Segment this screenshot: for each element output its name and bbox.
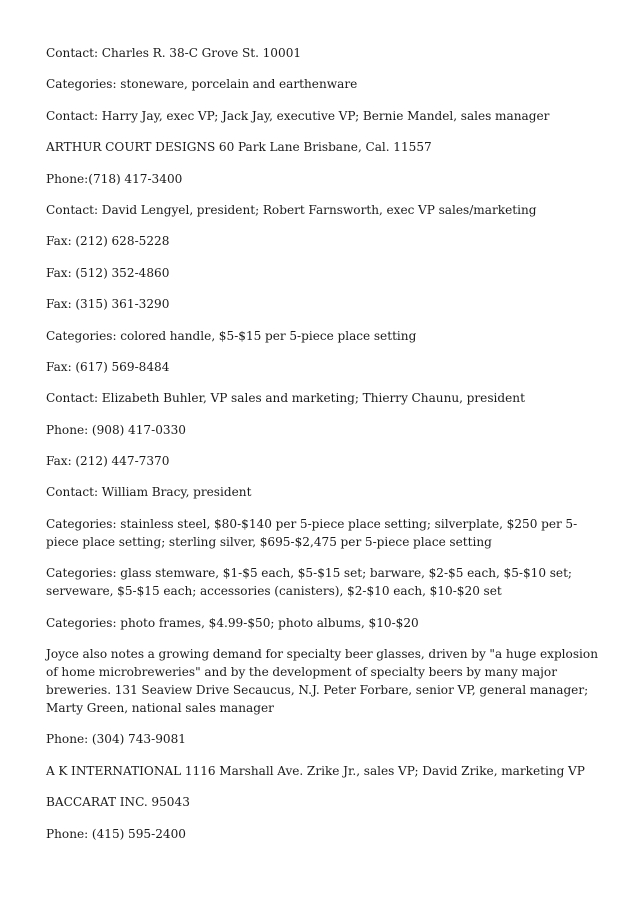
contact-harry-jay: Contact: Harry Jay, exec VP; Jack Jay, executive VP; Bernie Mandel, sales manager xyxy=(46,108,550,123)
contact-william-bracy: Contact: William Bracy, president xyxy=(46,485,252,500)
categories-colored-handle: Categories: colored handle, $5-$15 per 5-piece place setting xyxy=(46,328,417,343)
fax-512: Fax: (512) 352-4860 xyxy=(46,265,170,280)
baccarat-inc: BACCARAT INC. 95043 xyxy=(46,795,190,810)
contact-charles-r: Contact: Charles R. 38-C Grove St. 10001 xyxy=(46,46,302,60)
paragraph-specialty-beer-glasses: Joyce also notes a growing demand for specialty beer glasses, driven by "a huge explosion of home microbreweries" and by the development of specialty beers by many major breweries. 131 Seaview Drive Secaucus, N.J. Peter Forbare, senior VP, general manager; Marty Green, national sales manager xyxy=(46,647,598,716)
phone-718: Phone:(718) 417-3400 xyxy=(46,171,183,186)
document-page xyxy=(46,44,602,856)
fax-212-447: Fax: (212) 447-7370 xyxy=(46,454,170,469)
contact-elizabeth-buhler: Contact: Elizabeth Buhler, VP sales and marketing; Thierry Chaunu, president xyxy=(46,391,525,406)
ak-international-address: A K INTERNATIONAL 1116 Marshall Ave. Zrike Jr., sales VP; David Zrike, marketing VP xyxy=(46,763,585,778)
fax-212-628: Fax: (212) 628-5228 xyxy=(46,234,170,249)
categories-stoneware: Categories: stoneware, porcelain and earthenware xyxy=(46,77,358,92)
phone-908: Phone: (908) 417-0330 xyxy=(46,422,186,437)
fax-315: Fax: (315) 361-3290 xyxy=(46,297,170,312)
categories-photo-frames: Categories: photo frames, $4.99-$50; photo albums, $10-$20 xyxy=(46,615,419,630)
contact-david-lengyel: Contact: David Lengyel, president; Robert Farnsworth, exec VP sales/marketing xyxy=(46,202,537,217)
phone-304: Phone: (304) 743-9081 xyxy=(46,732,186,747)
fax-617: Fax: (617) 569-8484 xyxy=(46,359,170,374)
categories-stainless-steel: Categories: stainless steel, $80-$140 per 5-piece place setting; silverplate, $250 per 5-piece place setting; sterling silver, $695-$2,475 per 5-piece place setting xyxy=(46,516,578,549)
categories-glass-stemware: Categories: glass stemware, $1-$5 each, $5-$15 set; barware, $2-$5 each, $5-$10 set; serveware, $5-$15 each; accessories (canisters), $2-$10 each, $10-$20 set xyxy=(46,566,573,599)
arthur-court-designs-address: ARTHUR COURT DESIGNS 60 Park Lane Brisbane, Cal. 11557 xyxy=(46,140,432,155)
phone-415: Phone: (415) 595-2400 xyxy=(46,826,186,841)
